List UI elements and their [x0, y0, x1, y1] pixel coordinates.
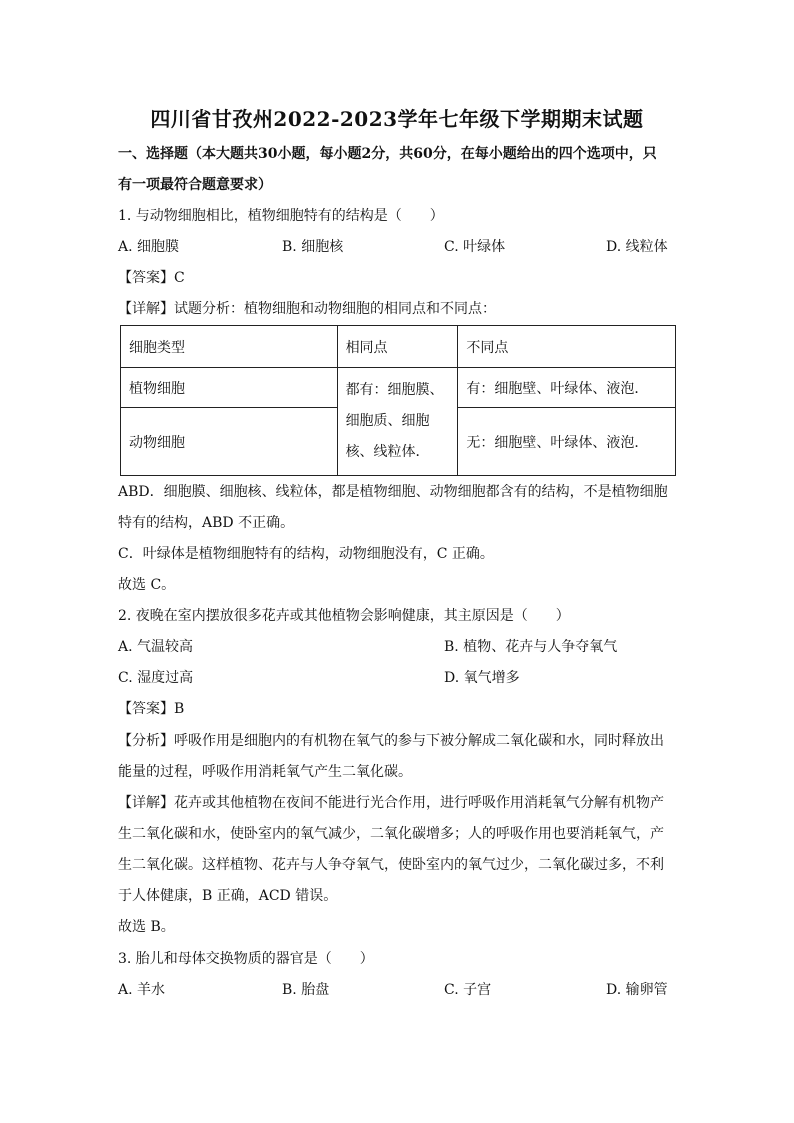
table-row	[121, 368, 676, 408]
q2-conclusion: 故选 B。	[118, 919, 175, 935]
table-header-row	[121, 326, 676, 368]
q3-option-c: C. 子宫	[444, 982, 492, 998]
q2-detail-b: 生二氧化碳和水，使卧室内的氧气减少，二氧化碳增多；人的呼吸作用也要消耗氧气，产	[118, 826, 664, 842]
q2-analysis-b: 能量的过程，呼吸作用消耗氧气产生二氧化碳。	[118, 764, 412, 780]
q2-option-a: A. 气温较高	[118, 639, 194, 655]
same-line-2: 细胞质、细胞	[345, 413, 430, 429]
table-header-cell: 细胞类型	[121, 326, 338, 368]
q1-explanation-1b: 特有的结构，ABD 不正确。	[118, 515, 295, 531]
table-header-cell: 相同点	[337, 326, 458, 368]
q1-stem: 1. 与动物细胞相比，植物细胞特有的结构是（ ）	[118, 208, 444, 224]
q1-option-d: D. 线粒体	[606, 239, 668, 255]
q1-explanation-2: C．叶绿体是植物细胞特有的结构，动物细胞没有，C 正确。	[118, 546, 494, 562]
q1-explanation-1a: ABD．细胞膜、细胞核、线粒体，都是植物细胞、动物细胞都含有的结构，不是植物细胞	[118, 484, 668, 500]
page-title: 四川省甘孜州2022-2023学年七年级下学期期末试题	[150, 107, 644, 131]
q2-detail-a: 【详解】花卉或其他植物在夜间不能进行光合作用，进行呼吸作用消耗氧气分解有机物产	[118, 795, 664, 811]
section-heading-line-2: 有一项最符合题意要求）	[118, 177, 272, 193]
table-header-cell: 不同点	[458, 326, 676, 368]
q2-stem: 2. 夜晚在室内摆放很多花卉或其他植物会影响健康，其主原因是（ ）	[118, 608, 570, 624]
q3-option-d: D. 输卵管	[606, 982, 668, 998]
q1-option-c: C. 叶绿体	[444, 239, 506, 255]
table-cell-plant: 植物细胞	[121, 368, 338, 408]
q2-detail-c: 生二氧化碳。这样植物、花卉与人争夺氧气，使卧室内的氧气过少，二氧化碳过多，不利	[118, 857, 664, 873]
table-cell-diff-animal: 无：细胞壁、叶绿体、液泡．	[458, 408, 676, 476]
section-heading-line-1: 一、选择题（本大题共30小题，每小题2分，共60分，在每小题给出的四个选项中，只	[118, 146, 657, 162]
q2-option-c: C. 湿度过高	[118, 670, 194, 686]
same-line-1: 都有：细胞膜、	[345, 382, 444, 398]
q2-option-b: B. 植物、花卉与人争夺氧气	[444, 639, 618, 655]
q3-stem: 3. 胎儿和母体交换物质的器官是（ ）	[118, 951, 374, 967]
same-line-3: 核、线粒体．	[345, 444, 430, 460]
q2-analysis-a: 【分析】呼吸作用是细胞内的有机物在氧气的参与下被分解成二氧化碳和水，同时释放出	[118, 733, 664, 749]
q1-answer: 【答案】C	[118, 270, 185, 286]
q1-conclusion: 故选 C。	[118, 577, 176, 593]
q3-option-b: B. 胎盘	[282, 982, 330, 998]
q3-option-a: A. 羊水	[118, 982, 166, 998]
table-cell-same	[337, 368, 458, 476]
q2-answer: 【答案】B	[118, 701, 185, 717]
q1-detail-intro: 【详解】试题分析：植物细胞和动物细胞的相同点和不同点：	[118, 301, 496, 317]
table-cell-diff-plant: 有：细胞壁、叶绿体、液泡．	[458, 368, 676, 408]
q2-detail-d: 于人体健康，B 正确，ACD 错误。	[118, 888, 338, 904]
q1-option-a: A. 细胞膜	[118, 239, 180, 255]
cell-comparison-table	[120, 325, 676, 476]
table-cell-animal: 动物细胞	[121, 408, 338, 476]
q2-option-d: D. 氧气增多	[444, 670, 520, 686]
q1-option-b: B. 细胞核	[282, 239, 344, 255]
